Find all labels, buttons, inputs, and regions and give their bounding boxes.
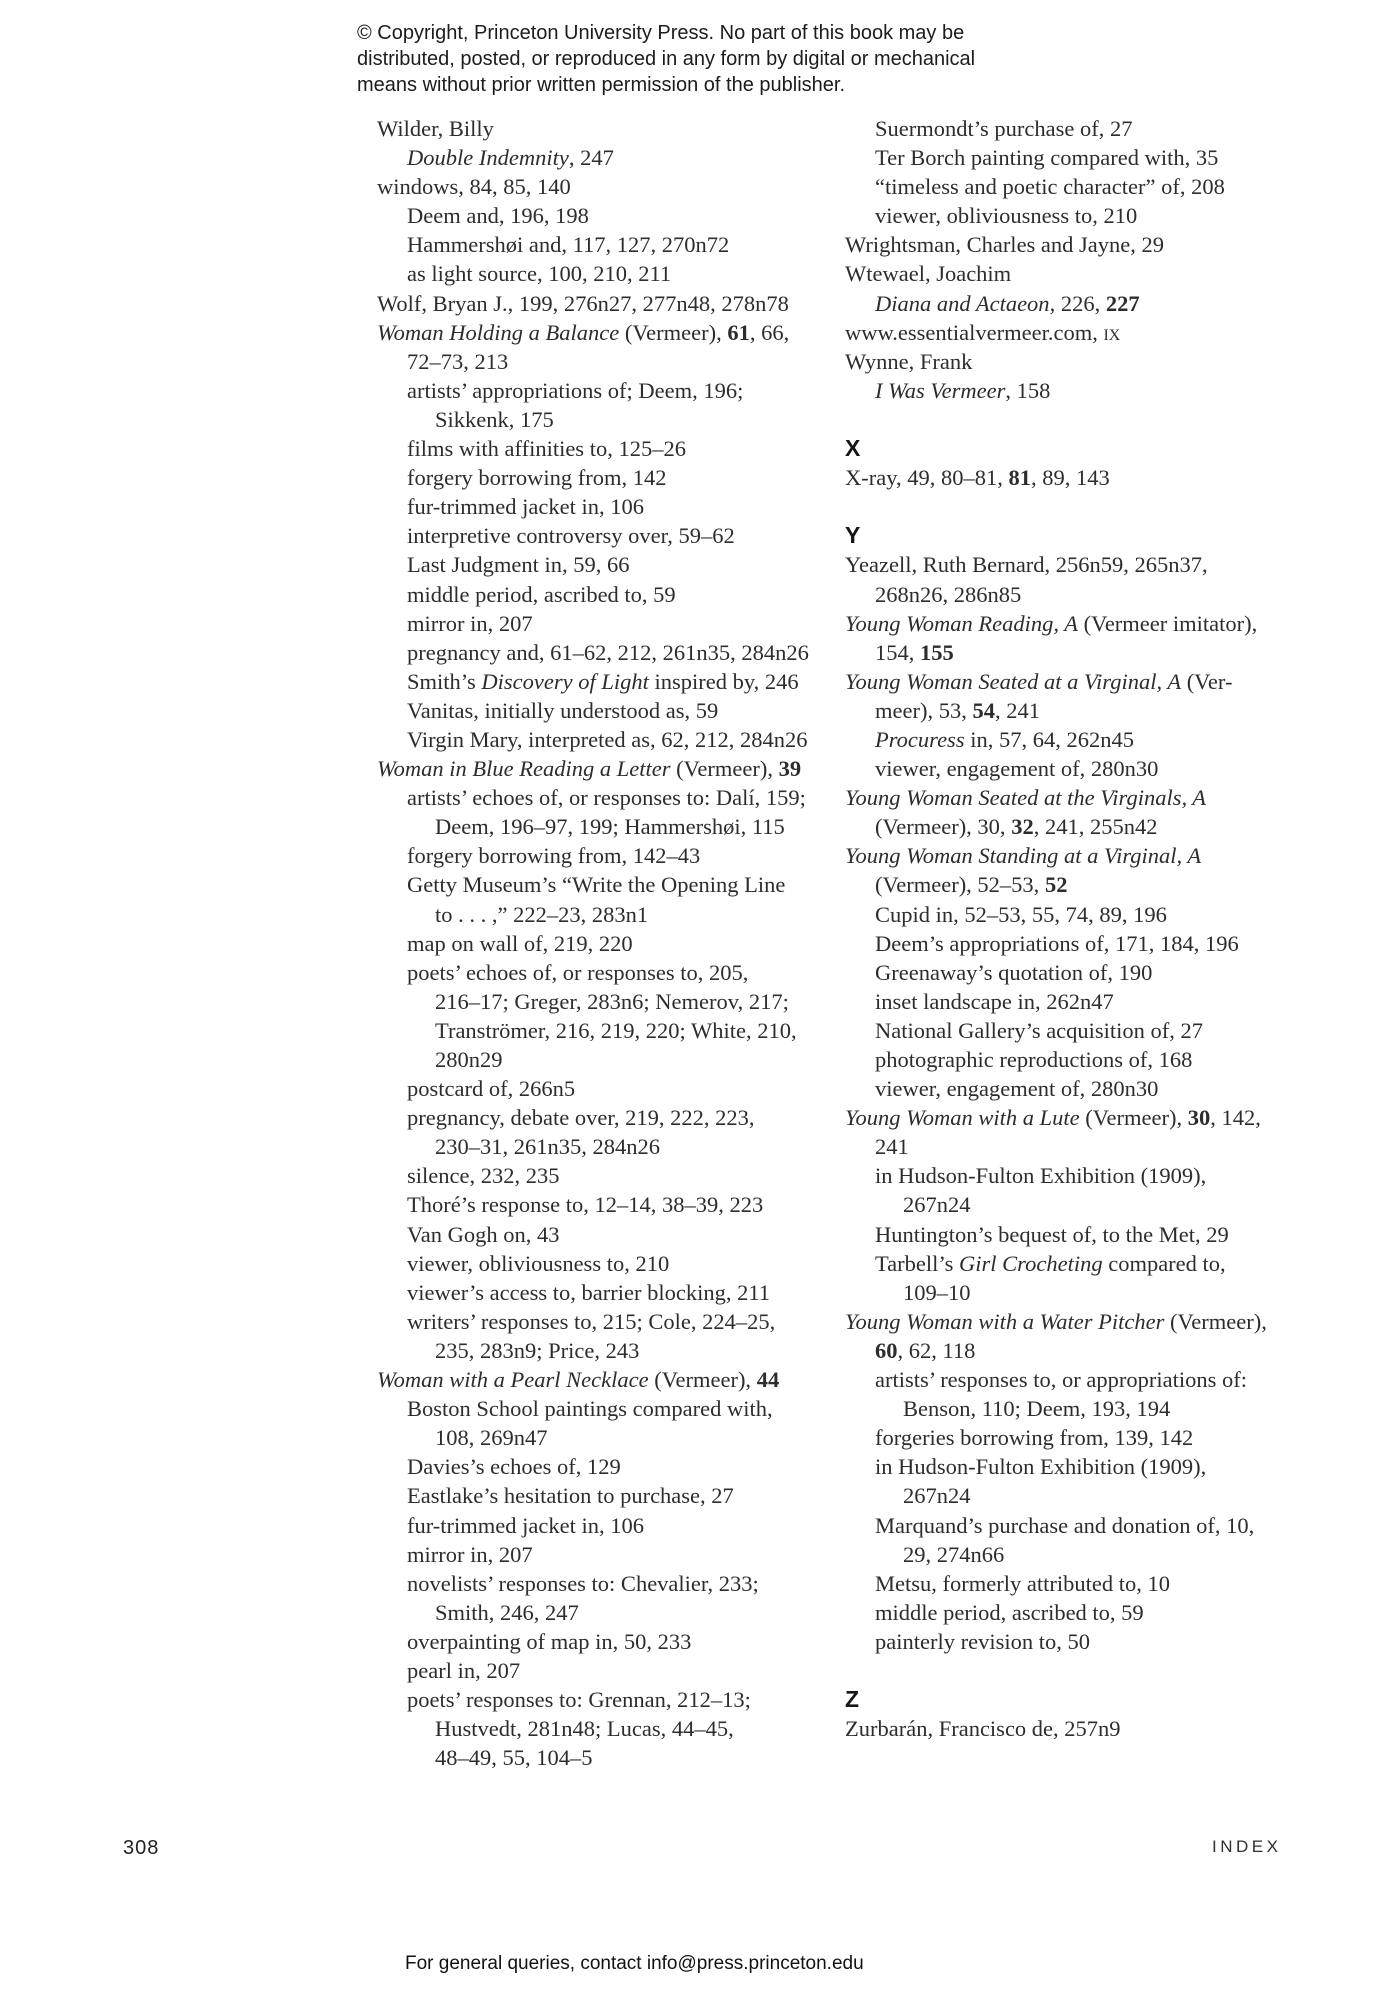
index-entry-line: Double Indemnity, 247 bbox=[407, 145, 614, 171]
index-entry-line: poets’ echoes of, or responses to, 205, bbox=[407, 959, 749, 985]
running-footer-index: INDEX bbox=[1212, 1837, 1282, 1856]
index-entry-line: Young Woman Standing at a Virginal, A bbox=[845, 843, 1202, 869]
index-entry-line: Eastlake’s hesitation to purchase, 27 bbox=[407, 1483, 734, 1509]
index-entry-line: Sikkenk, 175 bbox=[435, 406, 554, 432]
index-entry-line: Woman in Blue Reading a Letter (Vermeer), 39 bbox=[377, 756, 802, 782]
index-entry-line: poets’ responses to: Grennan, 212–13; bbox=[407, 1687, 751, 1713]
index-section-heading: Y bbox=[845, 522, 861, 549]
index-entry-line: Procuress in, 57, 64, 262n45 bbox=[875, 726, 1134, 752]
index-entry-line: Young Woman with a Lute (Vermeer), 30, 142, bbox=[845, 1105, 1261, 1131]
index-entry-line: Young Woman Reading, A (Vermeer imitator), bbox=[845, 610, 1258, 636]
index-entry-line: Smith’s Discovery of Light inspired by, 246 bbox=[407, 668, 799, 694]
index-entry-line: 154, 155 bbox=[875, 639, 954, 665]
index-entry-line: as light source, 100, 210, 211 bbox=[407, 261, 672, 287]
index-entry-line: postcard of, 266n5 bbox=[407, 1076, 576, 1102]
index-entry-line: Hustvedt, 281n48; Lucas, 44–45, bbox=[435, 1716, 734, 1742]
index-entry-line: 72–73, 213 bbox=[407, 348, 509, 374]
index-entry-line: mirror in, 207 bbox=[407, 610, 533, 636]
index-entry-line: Huntington’s bequest of, to the Met, 29 bbox=[875, 1221, 1229, 1247]
index-entry-line: inset landscape in, 262n47 bbox=[875, 988, 1114, 1014]
index-entry-line: in Hudson-Fulton Exhibition (1909), bbox=[875, 1454, 1207, 1480]
copyright-line: means without prior written permission of the publisher. bbox=[357, 74, 846, 96]
index-entry-line: artists’ appropriations of; Deem, 196; bbox=[407, 377, 744, 403]
index-entry-line: Yeazell, Ruth Bernard, 256n59, 265n37, bbox=[845, 552, 1208, 578]
index-entry-line: pregnancy, debate over, 219, 222, 223, bbox=[407, 1105, 755, 1131]
index-section-heading: Z bbox=[845, 1686, 860, 1713]
index-entry-line: 48–49, 55, 104–5 bbox=[435, 1745, 593, 1771]
index-entry-line: Woman with a Pearl Necklace (Vermeer), 44 bbox=[377, 1367, 780, 1393]
index-entry-line: “timeless and poetic character” of, 208 bbox=[875, 174, 1225, 200]
index-entry-line: Young Woman with a Water Pitcher (Vermeer), bbox=[845, 1308, 1267, 1334]
index-entry-line: Young Woman Seated at the Virginals, A bbox=[845, 785, 1207, 811]
index-entry-line: writers’ responses to, 215; Cole, 224–25, bbox=[407, 1308, 776, 1334]
index-entry-line: windows, 84, 85, 140 bbox=[377, 174, 571, 200]
index-entry-line: 216–17; Greger, 283n6; Nemerov, 217; bbox=[435, 988, 789, 1014]
index-entry-line: Suermondt’s purchase of, 27 bbox=[875, 116, 1133, 141]
index-entry-line: artists’ responses to, or appropriations of: bbox=[875, 1367, 1248, 1393]
index-blank-line bbox=[845, 492, 1315, 521]
index-entry-line: National Gallery’s acquisition of, 27 bbox=[875, 1017, 1204, 1043]
index-entry-line: fur-trimmed jacket in, 106 bbox=[407, 494, 644, 520]
press-contact-footer: For general queries, contact info@press.princeton.edu bbox=[405, 1953, 864, 1974]
index-entry-line: pregnancy and, 61–62, 212, 261n35, 284n26 bbox=[407, 639, 809, 665]
index-entry-line: 267n24 bbox=[903, 1192, 971, 1218]
index-entry-line: Wynne, Frank bbox=[845, 348, 973, 374]
copyright-line: © Copyright, Princeton University Press. No part of this book may be bbox=[357, 22, 965, 44]
index-entry-line: Wolf, Bryan J., 199, 276n27, 277n48, 278n78 bbox=[377, 290, 789, 316]
index-entry-line: Metsu, formerly attributed to, 10 bbox=[875, 1570, 1170, 1596]
index-entry-line: 235, 283n9; Price, 243 bbox=[435, 1337, 640, 1363]
index-entry-line: viewer, obliviousness to, 210 bbox=[407, 1250, 670, 1276]
index-entry-line: artists’ echoes of, or responses to: Dalí, 159; bbox=[407, 785, 806, 811]
index-entry-line: viewer, engagement of, 280n30 bbox=[875, 756, 1159, 782]
index-entry-line: I Was Vermeer, 158 bbox=[875, 377, 1051, 403]
index-entry-line: (Vermeer), 30, 32, 241, 255n42 bbox=[875, 814, 1158, 840]
index-entry-line: 280n29 bbox=[435, 1047, 503, 1072]
index-entry-line: Thoré’s response to, 12–14, 38–39, 223 bbox=[407, 1192, 764, 1218]
index-entry-line: Deem’s appropriations of, 171, 184, 196 bbox=[875, 930, 1239, 956]
index-entry-line: forgeries borrowing from, 139, 142 bbox=[875, 1425, 1194, 1451]
index-entry-line: Marquand’s purchase and donation of, 10, bbox=[875, 1512, 1255, 1538]
index-entry-line: 60, 62, 118 bbox=[875, 1337, 976, 1363]
index-entry-line: middle period, ascribed to, 59 bbox=[875, 1599, 1144, 1625]
copyright-line: distributed, posted, or reproduced in any form by digital or mechanical bbox=[357, 48, 976, 70]
index-entry-line: map on wall of, 219, 220 bbox=[407, 930, 633, 956]
index-entry-line: 108, 269n47 bbox=[435, 1425, 548, 1451]
index-column-right bbox=[845, 114, 1315, 1743]
index-entry-line: in Hudson-Fulton Exhibition (1909), bbox=[875, 1163, 1207, 1189]
index-entry-line: novelists’ responses to: Chevalier, 233; bbox=[407, 1570, 759, 1596]
index-entry-line: painterly revision to, 50 bbox=[875, 1628, 1090, 1654]
index-entry-line: Hammershøi and, 117, 127, 270n72 bbox=[407, 232, 730, 258]
index-entry-line: forgery borrowing from, 142–43 bbox=[407, 843, 701, 869]
index-entry-line: Virgin Mary, interpreted as, 62, 212, 284n26 bbox=[407, 726, 808, 752]
index-entry-line: photographic reproductions of, 168 bbox=[875, 1047, 1193, 1072]
index-entry-line: Diana and Actaeon, 226, 227 bbox=[875, 290, 1140, 316]
index-entry-line: Getty Museum’s “Write the Opening Line bbox=[407, 872, 786, 898]
index-entry-line: Deem, 196–97, 199; Hammershøi, 115 bbox=[435, 814, 785, 840]
index-entry-line: Ter Borch painting compared with, 35 bbox=[875, 145, 1219, 171]
index-entry-line: viewer, engagement of, 280n30 bbox=[875, 1076, 1159, 1102]
index-entry-line: Wrightsman, Charles and Jayne, 29 bbox=[845, 232, 1165, 258]
index-entry-line: 109–10 bbox=[903, 1279, 971, 1305]
index-blank-line bbox=[845, 1656, 1315, 1685]
index-entry-line: Greenaway’s quotation of, 190 bbox=[875, 959, 1153, 985]
index-entry-line: Vanitas, initially understood as, 59 bbox=[407, 697, 719, 723]
index-entry-line: www.essentialvermeer.com, ix bbox=[845, 319, 1121, 345]
index-entry-line: viewer’s access to, barrier blocking, 211 bbox=[407, 1279, 770, 1305]
index-entry-line: overpainting of map in, 50, 233 bbox=[407, 1628, 692, 1654]
index-entry-line: forgery borrowing from, 142 bbox=[407, 465, 667, 491]
index-entry-line: Young Woman Seated at a Virginal, A (Ver- bbox=[845, 668, 1233, 694]
index-entry-line: meer), 53, 54, 241 bbox=[875, 697, 1040, 723]
index-entry-line: (Vermeer), 52–53, 52 bbox=[875, 872, 1068, 898]
index-entry-line: Deem and, 196, 198 bbox=[407, 203, 589, 229]
index-entry-line: Boston School paintings compared with, bbox=[407, 1396, 773, 1422]
index-entry-line: silence, 232, 235 bbox=[407, 1163, 560, 1189]
index-entry-line: Cupid in, 52–53, 55, 74, 89, 196 bbox=[875, 901, 1167, 927]
index-entry-line: 268n26, 286n85 bbox=[875, 581, 1022, 607]
index-entry-line: middle period, ascribed to, 59 bbox=[407, 581, 676, 607]
index-entry-line: Tarbell’s Girl Crocheting compared to, bbox=[875, 1250, 1226, 1276]
index-column-left bbox=[377, 114, 847, 1772]
index-entry-line: fur-trimmed jacket in, 106 bbox=[407, 1512, 644, 1538]
index-section-heading: X bbox=[845, 435, 861, 462]
index-entry-line: 267n24 bbox=[903, 1483, 971, 1509]
page-number: 308 bbox=[123, 1837, 160, 1859]
index-entry-line: Wilder, Billy bbox=[377, 116, 494, 141]
index-entry-line: pearl in, 207 bbox=[407, 1657, 521, 1683]
index-entry-line: interpretive controversy over, 59–62 bbox=[407, 523, 735, 549]
index-entry-line: Van Gogh on, 43 bbox=[407, 1221, 560, 1247]
index-entry-line: Benson, 110; Deem, 193, 194 bbox=[903, 1396, 1171, 1422]
index-entry-line: 29, 274n66 bbox=[903, 1541, 1005, 1567]
index-entry-line: Tranströmer, 216, 219, 220; White, 210, bbox=[435, 1017, 797, 1043]
index-blank-line bbox=[845, 405, 1315, 434]
index-entry-line: 230–31, 261n35, 284n26 bbox=[435, 1134, 660, 1160]
index-entry-line: viewer, obliviousness to, 210 bbox=[875, 203, 1138, 229]
index-entry-line: Last Judgment in, 59, 66 bbox=[407, 552, 630, 578]
copyright-notice bbox=[357, 20, 1077, 98]
index-entry-line: Smith, 246, 247 bbox=[435, 1599, 579, 1625]
index-entry-line: 241 bbox=[875, 1134, 909, 1160]
index-entry-line: Davies’s echoes of, 129 bbox=[407, 1454, 621, 1480]
index-entry-line: Woman Holding a Balance (Vermeer), 61, 66, bbox=[377, 319, 790, 345]
index-entry-line: to . . . ,” 222–23, 283n1 bbox=[435, 901, 649, 927]
index-entry-line: films with affinities to, 125–26 bbox=[407, 436, 686, 462]
index-entry-line: Wtewael, Joachim bbox=[845, 261, 1012, 287]
index-entry-line: mirror in, 207 bbox=[407, 1541, 533, 1567]
index-entry-line: Zurbarán, Francisco de, 257n9 bbox=[845, 1716, 1121, 1742]
index-entry-line: X-ray, 49, 80–81, 81, 89, 143 bbox=[845, 465, 1110, 491]
